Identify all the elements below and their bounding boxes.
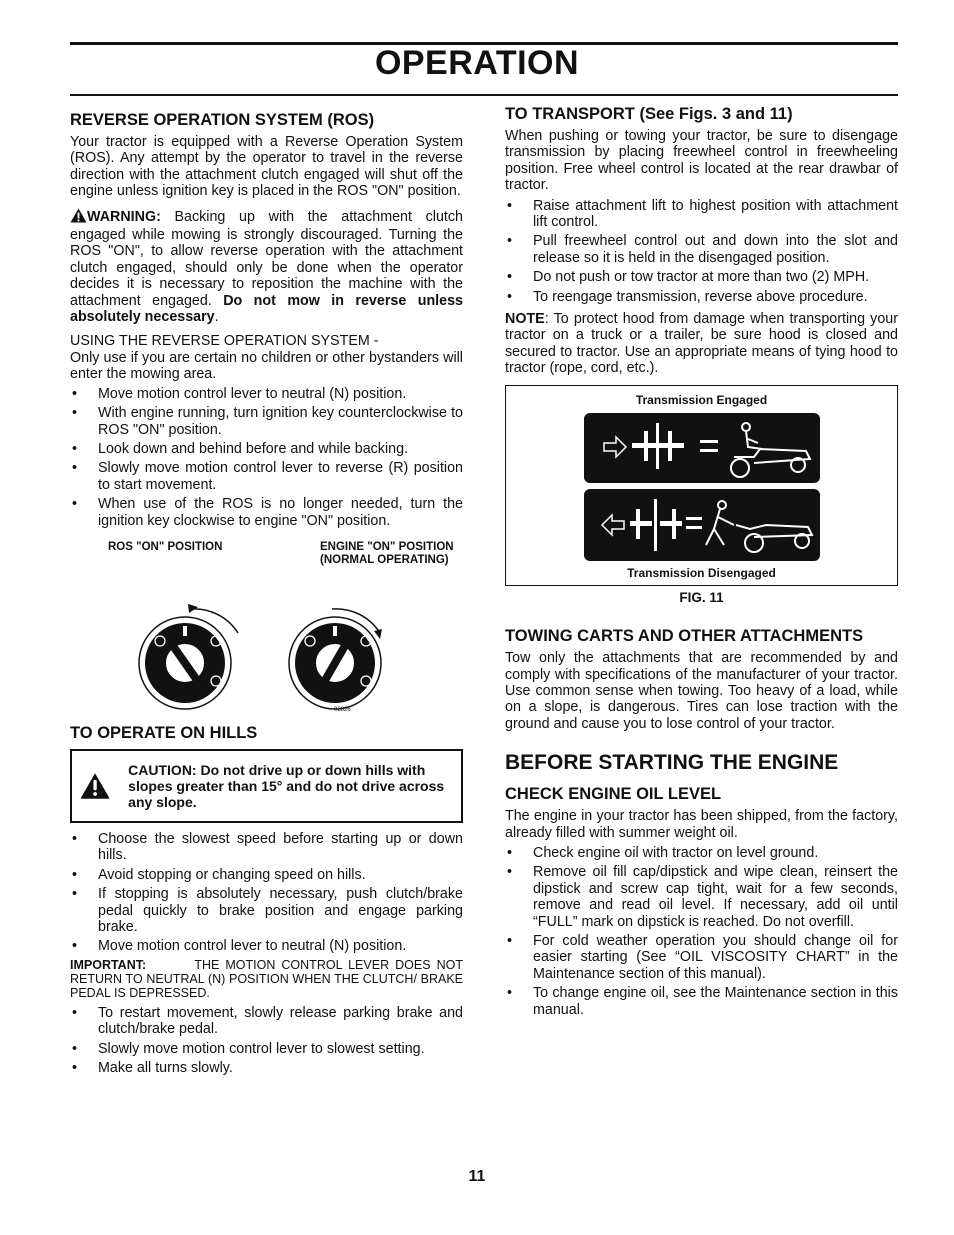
hills-heading: TO OPERATE ON HILLS [70, 723, 258, 742]
hills-bullets [70, 831, 463, 955]
ignition-switch-icon [70, 571, 463, 721]
important-text: THE MOTION CONTROL LEVER DOES NOT RETURN TO NEUTRAL (N) POSITION WHEN THE CLUTCH/ BRAKE PEDAL IS DEPRESSED. [70, 957, 463, 1000]
caution-box [70, 749, 463, 823]
list-item: • Move motion control lever to neutral (N) position. [70, 386, 463, 402]
left-column [70, 104, 463, 1082]
warning-label: WARNING: [87, 208, 161, 225]
warning-end: . [214, 309, 219, 326]
list-item: • Slowly move motion control lever to reverse (R) position to start movement. [70, 460, 463, 493]
fig-top-caption: Transmission Engaged [635, 392, 768, 407]
list-item: • With engine running, turn ignition key counterclockwise to ROS "ON" position. [70, 405, 463, 438]
before-starting-heading: BEFORE STARTING THE ENGINE [505, 751, 839, 775]
fig-bottom-caption: Transmission Disengaged [627, 565, 776, 580]
figure-code: 02826 [334, 706, 351, 713]
warning-text: Backing up with the attachment clutch engaged while mowing is strongly discouraged. Turning the ROS "ON", to allow reverse operation with the attachment clutch engaged, should only be done when the operator decides it is necessary to reposition the machine with the attachment engaged. [70, 208, 463, 309]
engine-on-label-line2: (NORMAL OPERATING) [320, 553, 449, 566]
list-item: • Make all turns slowly. [70, 1060, 463, 1076]
page-title: OPERATION [374, 44, 580, 82]
transport-intro: When pushing or towing your tractor, be sure to disengage transmission by placing freewheel control in freewheeling position. Free wheel control is located at the rear drawbar of tractor. [505, 128, 898, 194]
caution-icon [80, 757, 110, 815]
list-item: • When use of the ROS is no longer needed, turn the ignition key clockwise to engine "ON" position. [70, 496, 463, 529]
important-label: IMPORTANT: [70, 957, 147, 972]
caution-text: CAUTION: Do not drive up or down hills with slopes greater than 15° and do not drive across any slope. [128, 761, 445, 810]
check-oil-intro: The engine in your tractor has been shipped, from the factory, already filled with summer weight oil. [505, 808, 898, 841]
list-item: • Do not push or tow tractor at more than two (2) MPH. [505, 269, 898, 285]
using-ros-title: USING THE REVERSE OPERATION SYSTEM - [70, 333, 379, 350]
check-oil-heading: CHECK ENGINE OIL LEVEL [505, 785, 722, 804]
towing-heading: TOWING CARTS AND OTHER ATTACHMENTS [505, 627, 864, 646]
note-label: NOTE [505, 311, 545, 328]
important-note [70, 958, 463, 1000]
towing-text: Tow only the attachments that are recommended by and comply with specifications of the manufacturer of your tractor. Use common sense when towing. Too heavy of a load, while on a slope, is dangerous. Tires can lose traction with the ground and cause you to lose control of your tractor. [505, 650, 898, 732]
list-item: • Avoid stopping or changing speed on hills. [70, 867, 463, 883]
list-item: • To reengage transmission, reverse above procedure. [505, 289, 898, 305]
list-item: • Check engine oil with tractor on level ground. [505, 845, 898, 861]
using-ros-text: Only use if you are certain no children or other bystanders will enter the mowing area. [70, 349, 463, 383]
ros-warning [70, 208, 463, 326]
list-item: • Move motion control lever to neutral (N) position. [70, 938, 463, 954]
title-underline [70, 94, 898, 96]
right-column [505, 104, 898, 1024]
list-item: • Choose the slowest speed before starting up or down hills. [70, 831, 463, 864]
engine-on-label-line1: ENGINE "ON" POSITION [320, 540, 454, 553]
ignition-key-diagram [70, 571, 463, 721]
ros-on-label: ROS "ON" POSITION [108, 540, 223, 553]
list-item: • Raise attachment lift to highest position with attachment lift control. [505, 198, 898, 231]
list-item: • Look down and behind before and while backing. [70, 441, 463, 457]
transport-heading: TO TRANSPORT (See Figs. 3 and 11) [505, 105, 793, 123]
list-item: • To restart movement, slowly release parking brake and clutch/brake pedal. [70, 1005, 463, 1038]
oil-bullets [505, 845, 898, 1018]
ros-bullets [70, 386, 463, 529]
figure-11 [505, 385, 898, 586]
list-item: • Pull freewheel control out and down into the slot and release so it is held in the disengaged position. [505, 233, 898, 266]
list-item: • To change engine oil, see the Maintenance section in this manual. [505, 985, 898, 1018]
list-item: • If stopping is absolutely necessary, push clutch/brake pedal quickly to brake position and engage parking brake. [70, 886, 463, 935]
page-number: 11 [468, 1168, 486, 1185]
warning-bold: Do not mow in reverse unless absolutely necessary [70, 292, 464, 326]
list-item: • Slowly move motion control lever to slowest setting. [70, 1041, 463, 1057]
transport-bullets [505, 198, 898, 305]
hills-bullets-2 [70, 1005, 463, 1077]
warning-icon [70, 208, 87, 227]
list-item: • Remove oil fill cap/dipstick and wipe clean, reinsert the dipstick and screw cap tight, wait for a few seconds, remove and read oil level. If necessary, add oil until “FULL” mark on dipstick is reached. Do not overfill. [505, 864, 898, 930]
list-item: • For cold weather operation you should change oil for easier starting (See “OIL VISCOSITY CHART” in the Maintenance section of this manual). [505, 933, 898, 982]
ros-heading: REVERSE OPERATION SYSTEM (ROS) [70, 111, 375, 129]
ros-intro: Your tractor is equipped with a Reverse Operation System (ROS). Any attempt by the operator to travel in the reverse direction with the attachment clutch engaged will shut off the engine unless ignition key is placed in the ROS "ON" position. [70, 134, 463, 200]
fig-number: FIG. 11 [679, 589, 724, 605]
key-position-labels [70, 541, 463, 567]
note-text: : To protect hood from damage when transporting your tractor on a truck or a trailer, be sure hood is closed and secured to tractor. Use an appropriate means of tying hood to tractor (rope, cord, etc.). [505, 311, 898, 377]
transport-note [505, 311, 898, 377]
transmission-diagram-icon [584, 413, 820, 561]
engine-on-label [320, 541, 454, 567]
